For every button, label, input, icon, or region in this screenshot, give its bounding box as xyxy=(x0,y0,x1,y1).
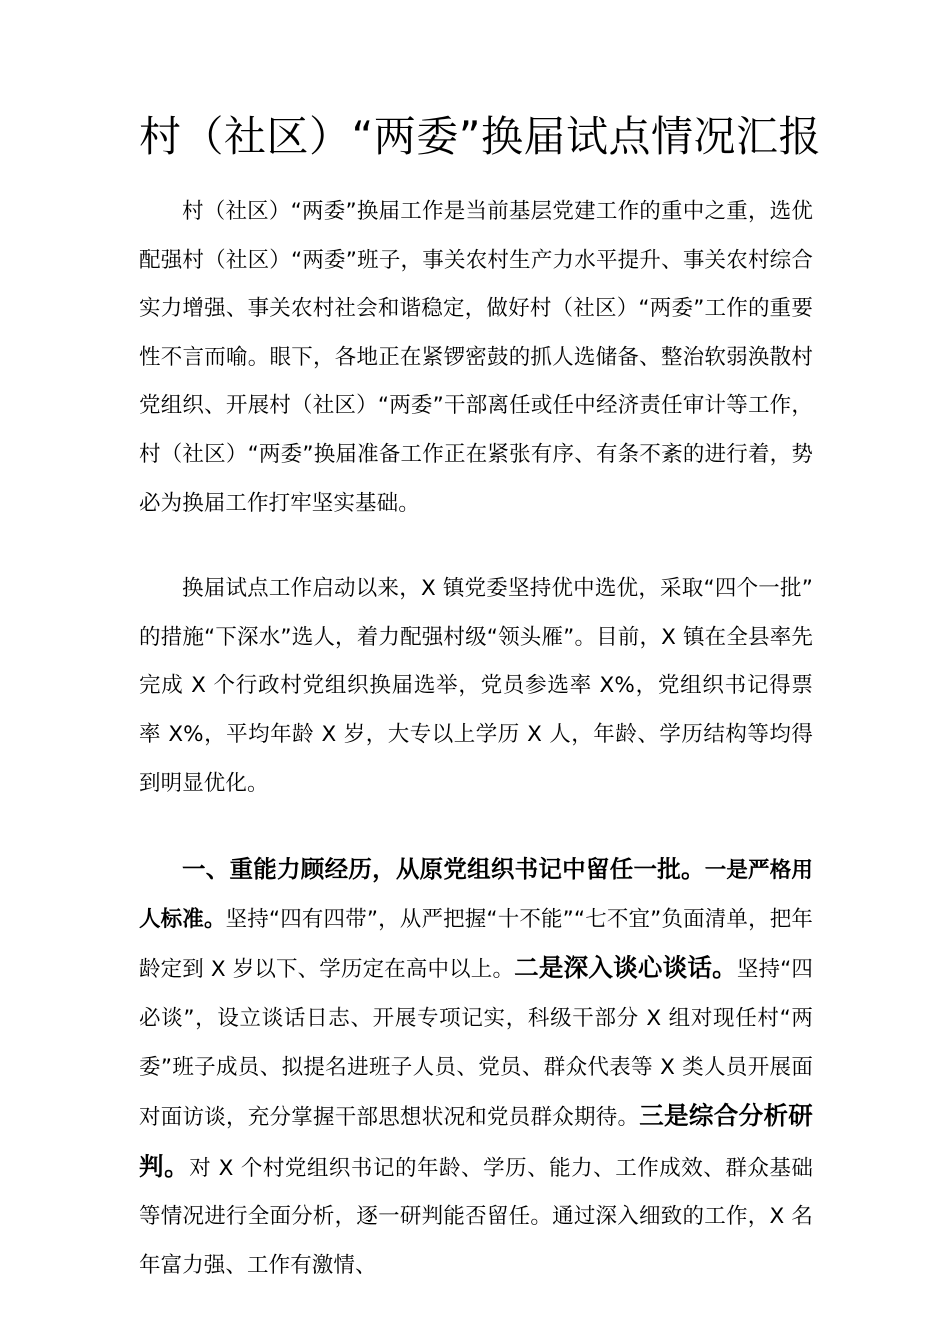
paragraph-pilot-progress-text: 换届试点工作启动以来，X 镇党委坚持优中选优，采取“四个一批”的措施“下深水”选人，着力配强村级“领头雁”。目前，X 镇在全县率先完成 X 个行政村党组织换届选举，党员参选率 X%，党组织书记得票率 X%，平均年龄 X 岁，大专以上学历 X 人，年龄、学历结构等均得到明显优化。 xyxy=(139,576,813,796)
subpoint-two-label: 二是深入谈心谈话。 xyxy=(514,953,737,983)
subpoint-one-label: 一是严格用人标准。 xyxy=(139,858,813,932)
subpoint-three-text: 对 X 个村党组织书记的年龄、学历、能力、工作成效、群众基础等情况进行全面分析，逐一研判能否留任。通过深入细致的工作，X 名年富力强、工作有激情、 xyxy=(139,1155,813,1278)
paragraph-intro-text: 村（社区）“两委”换届工作是当前基层党建工作的重中之重，选优配强村（社区）“两委”班子，事关农村生产力水平提升、事关农村综合实力增强、事关农村社会和谐稳定，做好村（社区）“两委”工作的重要性不言而喻。眼下，各地正在紧锣密鼓的抓人选储备、整治软弱涣散村党组织、开展村（社区）“两委”干部离任或任中经济责任审计等工作，村（社区）“两委”换届准备工作正在紧张有序、有条不紊的进行着，势必为换届工作打牢坚实基础。 xyxy=(139,199,813,516)
paragraph-pilot-progress xyxy=(139,565,813,808)
subpoint-three-label: 三是综合分析研判。 xyxy=(139,1101,813,1181)
section-one-heading: 一、重能力顾经历，从原党组织书记中留任一批。 xyxy=(182,855,705,884)
document-body xyxy=(139,0,822,1291)
page-title: 村（社区）“两委”换届试点情况汇报 xyxy=(139,112,822,161)
subpoint-one-text: 坚持“四有四带”，从严把握“十不能”“七不宜”负面清单，把年龄定到 X 岁以下、学历定在高中以上。 xyxy=(139,906,813,983)
subpoint-two-text: 坚持“四必谈”，设立谈话日志、开展专项记实，科级干部分 X 组对现任村“两委”班子成员、拟提名进班子人员、党员、群众代表等 X 类人员开展面对面访谈，充分掌握干部思想状况和党员群众期待。 xyxy=(139,957,813,1131)
section-one xyxy=(139,845,813,1290)
paragraph-intro xyxy=(139,188,813,528)
